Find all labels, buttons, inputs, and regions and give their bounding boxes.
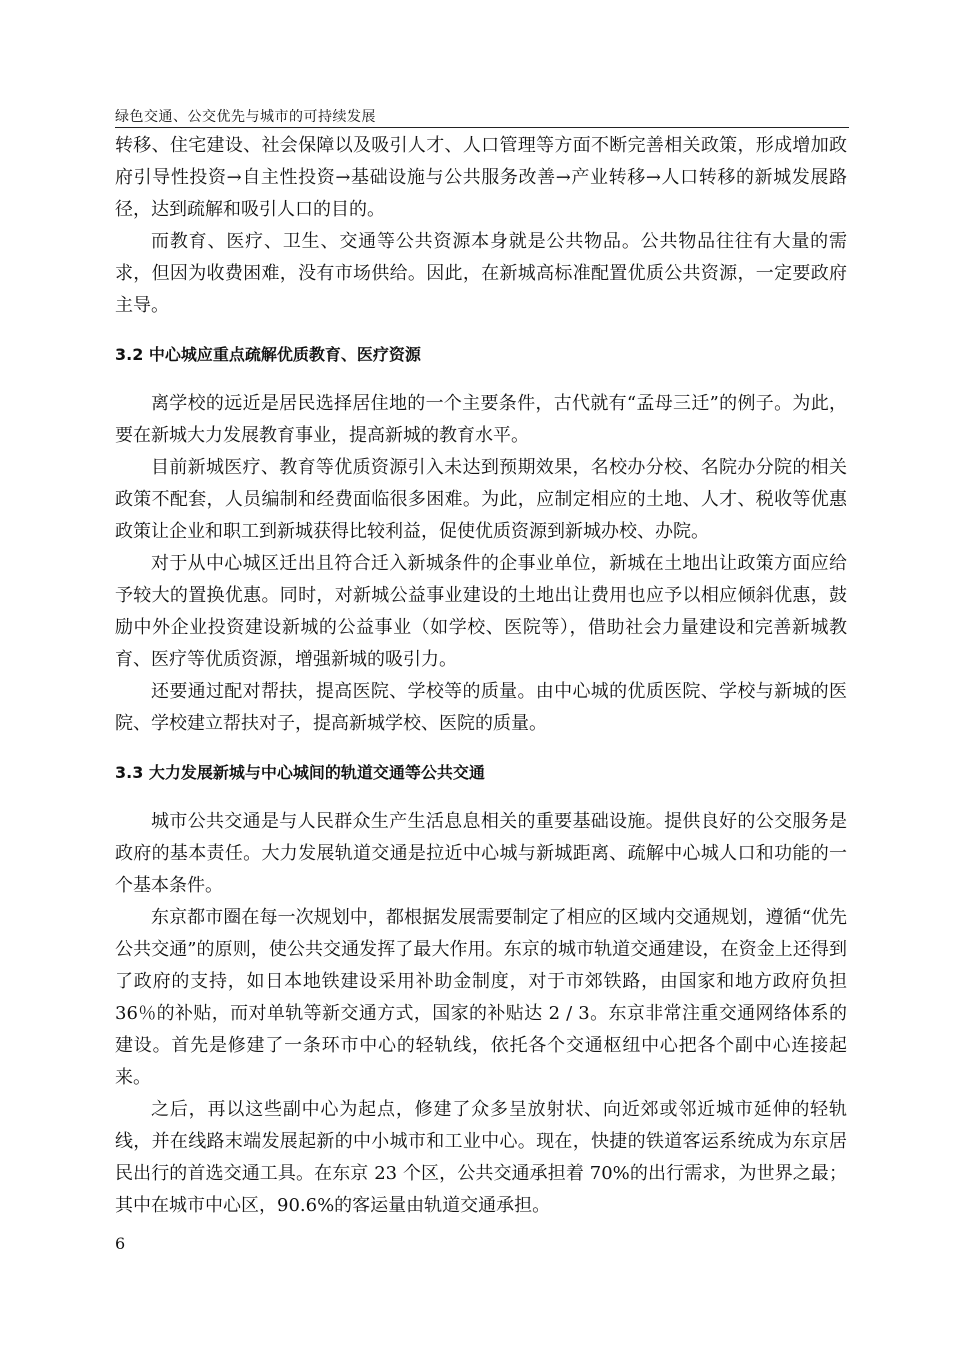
paragraph-4: 目前新城医疗、教育等优质资源引入未达到预期效果，名校办分校、名院办分院的相关政策不配套，人员编制和经费面临很多困难。为此，应制定相应的土地、人才、税收等优惠政策让企业和职工到新城获得比较利益，促使优质资源到新城办校、办院。 [115, 457, 847, 542]
section-heading-3-2: 3.2 中心城应重点疏解优质教育、医疗资源 [115, 345, 421, 364]
header-rule [115, 127, 849, 128]
paragraph-2: 而教育、医疗、卫生、交通等公共资源本身就是公共物品。公共物品往往有大量的需求，但因为收费困难，没有市场供给。因此，在新城高标准配置优质公共资源，一定要政府主导。 [115, 231, 847, 316]
page-number: 6 [115, 1234, 126, 1253]
paragraph-9: 之后，再以这些副中心为起点，修建了众多呈放射状、向近郊或邻近城市延伸的轻轨线，并在线路末端发展起新的中小城市和工业中心。现在，快捷的铁道客运系统成为东京居民出行的首选交通工具。在东京 23 个区，公共交通承担着 70%的出行需求，为世界之最；其中在城市中心区，90.6%的客运量由轨道交通承担。 [115, 1099, 847, 1216]
section-heading-3-3: 3.3 大力发展新城与中心城间的轨道交通等公共交通 [115, 763, 485, 782]
paragraph-3: 离学校的远近是居民选择居住地的一个主要条件，古代就有“孟母三迁”的例子。为此，要在新城大力发展教育事业，提高新城的教育水平。 [115, 393, 847, 446]
paragraph-8: 东京都市圈在每一次规划中，都根据发展需要制定了相应的区域内交通规划，遵循“优先公共交通”的原则，使公共交通发挥了最大作用。东京的城市轨道交通建设，在资金上还得到了政府的支持，如日本地铁建设采用补助金制度，对于市郊铁路，由国家和地方政府负担 36％的补贴，而对单轨等新交通方式，国家的补贴达 2 / 3。东京非常注重交通网络体系的建设。首先是修建了一条环市中心的轻轨线，依托各个交通枢纽中心把各个副中心连接起来。 [115, 907, 847, 1088]
paragraph-6: 还要通过配对帮扶，提高医院、学校等的质量。由中心城的优质医院、学校与新城的医院、学校建立帮扶对子，提高新城学校、医院的质量。 [115, 681, 847, 734]
paragraph-5: 对于从中心城区迁出且符合迁入新城条件的企事业单位，新城在土地出让政策方面应给予较大的置换优惠。同时，对新城公益事业建设的土地出让费用也应予以相应倾斜优惠，鼓励中外企业投资建设新城的公益事业（如学校、医院等），借助社会力量建设和完善新城教育、医疗等优质资源，增强新城的吸引力。 [115, 553, 847, 670]
page-body [115, 130, 847, 1222]
paragraph-7: 城市公共交通是与人民群众生产生活息息相关的重要基础设施。提供良好的公交服务是政府的基本责任。大力发展轨道交通是拉近中心城与新城距离、疏解中心城人口和功能的一个基本条件。 [115, 811, 847, 896]
paragraph-1: 转移、住宅建设、社会保障以及吸引人才、人口管理等方面不断完善相关政策，形成增加政府引导性投资→自主性投资→基础设施与公共服务改善→产业转移→人口转移的新城发展路径，达到疏解和吸引人口的目的。 [115, 135, 847, 220]
running-header: 绿色交通、公交优先与城市的可持续发展 [115, 109, 376, 125]
